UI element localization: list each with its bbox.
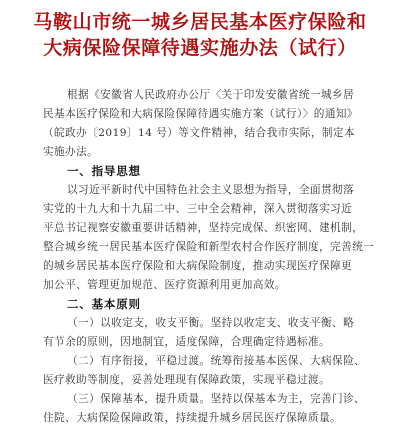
intro-line: 实施办法。 [43, 146, 99, 158]
section2-line: 有节余的原则，因地制宜，适度保障，合理确定待遇标准。 [43, 336, 331, 348]
section2-line: （三）保障基本，提升质量。坚持以保基本为主，完善门诊、 [67, 393, 366, 405]
section2-line: （一）以收定支，收支平衡。坚持以收定支、收支平衡、略 [67, 317, 355, 329]
section2-line: 医疗救助等制度，妥善处理现有保障政策，实现平稳过渡。 [43, 374, 331, 386]
section2-line: 住院、大病保险保障政策，持续提升城乡居民医疗保障质量。 [43, 412, 342, 424]
intro-line: 民基本医疗保险和大病保险保障待遇实施方案（试行）〉的通知》 [43, 108, 358, 120]
section2-line: （二）有序衔接，平稳过渡。统筹衔接基本医保、大病保险、 [67, 355, 366, 367]
section1-line: 的城乡居民基本医疗保险和大病保险制度，推动实现医疗保障更 [43, 260, 353, 272]
document-title-line-2: 大病保险保障待遇实施办法（试行） [43, 37, 357, 59]
section1-line: 加公平、管理更加规范、医疗资源利用更加高效。 [43, 279, 286, 291]
intro-line: （皖政办〔2019〕14 号）等文件精神，结合我市实际，制定本 [43, 127, 356, 139]
section1-line: 平总书记视察安徽重要讲话精神，坚持完成保、织密网、建机制， [43, 222, 364, 234]
document-title-line-1: 马鞍山市统一城乡居民基本医疗保险和 [33, 11, 367, 33]
intro-line: 根据《安徽省人民政府办公厅〈关于印发安徽省统一城乡居 [67, 89, 355, 101]
section-heading-basic-principles: 二、基本原则 [67, 297, 141, 311]
section1-line: 以习近平新时代中国特色社会主义思想为指导，全面贯彻落 [67, 184, 355, 196]
section-heading-guiding-ideology: 一、指导思想 [67, 164, 141, 178]
section1-line: 实党的十九大和十九届二中、三中全会精神，深入贯彻落实习近 [43, 203, 353, 215]
section1-line: 整合城乡统一居民基本医疗保险和新型农村合作医疗制度，完善统一 [43, 241, 375, 253]
